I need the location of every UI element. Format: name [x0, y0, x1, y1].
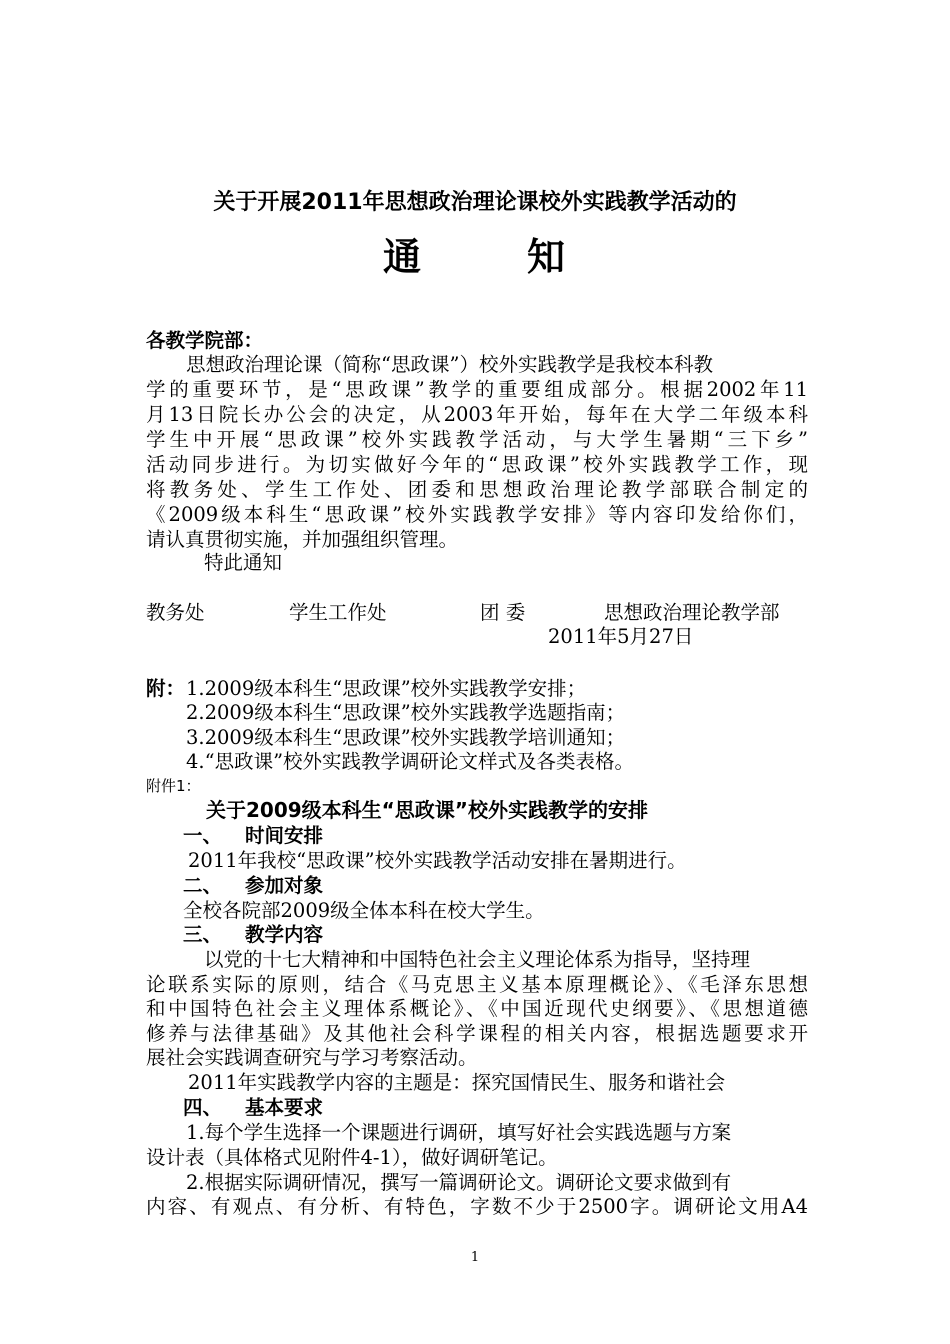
section-1-text: 2011年我校“思政课”校外实践教学活动安排在暑期进行。 [188, 849, 687, 872]
notice-title-word-2: 知 [527, 235, 566, 279]
section-4-number: 四、 [183, 1096, 223, 1119]
notice-title: 关于开展2011年思想政治理论课校外实践教学活动的 [213, 190, 737, 215]
salutation: 各教学院部： [146, 329, 264, 352]
signer-4: 思想政治理论教学部 [604, 601, 780, 624]
section-2-title: 参加对象 [245, 874, 324, 897]
closing-text: 特此通知 [204, 551, 283, 574]
section-1-title: 时间安排 [245, 824, 324, 847]
page-number: 1 [470, 1250, 480, 1265]
body-line-3: 月13日院长办公会的决定，从2003年开始，每年在大学二年级本科 [146, 403, 808, 426]
section-3-line-4: 修养与法律基础》及其他社会科学课程的相关内容，根据选题要求开 [146, 1022, 808, 1045]
section-2-number: 二、 [183, 874, 223, 897]
section-3-theme: 2011年实践教学内容的主题是：探究国情民生、服务和谐社会 [188, 1071, 726, 1094]
section-3-line-2: 论联系实际的原则，结合《马克思主义基本原理概论》、《毛泽东思想 [146, 973, 808, 996]
section-4-line-1: 1.每个学生选择一个课题进行调研，填写好社会实践选题与方案 [186, 1121, 732, 1144]
attachment-item-3: 3.2009级本科生“思政课”校外实践教学培训通知； [186, 726, 626, 749]
body-line-8: 请认真贯彻实施，并加强组织管理。 [146, 528, 459, 551]
section-3-line-3: 和中国特色社会主义理体系概论》、《中国近现代史纲要》、《思想道德 [146, 997, 808, 1020]
section-3-line-5: 展社会实践调查研究与学习考察活动。 [146, 1046, 478, 1069]
section-4-line-3: 2.根据实际调研情况，撰写一篇调研论文。调研论文要求做到有 [186, 1171, 732, 1194]
signer-2: 学生工作处 [289, 601, 387, 624]
body-line-1: 思想政治理论课（简称“思政课”）校外实践教学是我校本科教 [186, 353, 713, 376]
section-4-line-4: 内容、有观点、有分析、有特色，字数不少于2500字。调研论文用A4 [146, 1195, 808, 1218]
body-line-4: 学生中开展“思政课”校外实践教学活动，与大学生暑期“三下乡” [146, 428, 808, 451]
appendix-label: 附件1： [146, 777, 201, 795]
section-2-text: 全校各院部2009级全体本科在校大学生。 [183, 899, 545, 922]
section-3-number: 三、 [183, 923, 223, 946]
signer-3: 团 委 [480, 601, 526, 624]
attachment-item-2: 2.2009级本科生“思政课”校外实践教学选题指南； [186, 701, 626, 724]
attachments-label: 附： [146, 677, 186, 700]
attachment-item-4: 4.“思政课”校外实践教学调研论文样式及各类表格。 [186, 750, 635, 773]
section-4-line-2: 设计表（具体格式见附件4-1），做好调研笔记。 [146, 1146, 558, 1169]
appendix-title: 关于2009级本科生“思政课”校外实践教学的安排 [206, 798, 648, 822]
body-line-7: 《2009级本科生“思政课”校外实践教学安排》等内容印发给你们， [146, 503, 808, 526]
body-line-2: 学的重要环节，是“思政课”教学的重要组成部分。根据2002年11 [146, 378, 808, 401]
body-line-6: 将教务处、学生工作处、团委和思想政治理论教学部联合制定的 [146, 478, 808, 501]
notice-date: 2011年5月27日 [548, 625, 694, 648]
body-line-5: 活动同步进行。为切实做好今年的“思政课”校外实践教学工作，现 [146, 453, 808, 476]
signer-1: 教务处 [146, 601, 205, 624]
section-3-title: 教学内容 [245, 923, 324, 946]
section-4-title: 基本要求 [245, 1096, 324, 1119]
section-3-line-1: 以党的十七大精神和中国特色社会主义理论体系为指导，坚持理 [204, 948, 751, 971]
attachment-item-1: 1.2009级本科生“思政课”校外实践教学安排； [186, 677, 587, 700]
section-1-number: 一、 [183, 824, 223, 847]
notice-title-word-1: 通 [383, 235, 422, 279]
